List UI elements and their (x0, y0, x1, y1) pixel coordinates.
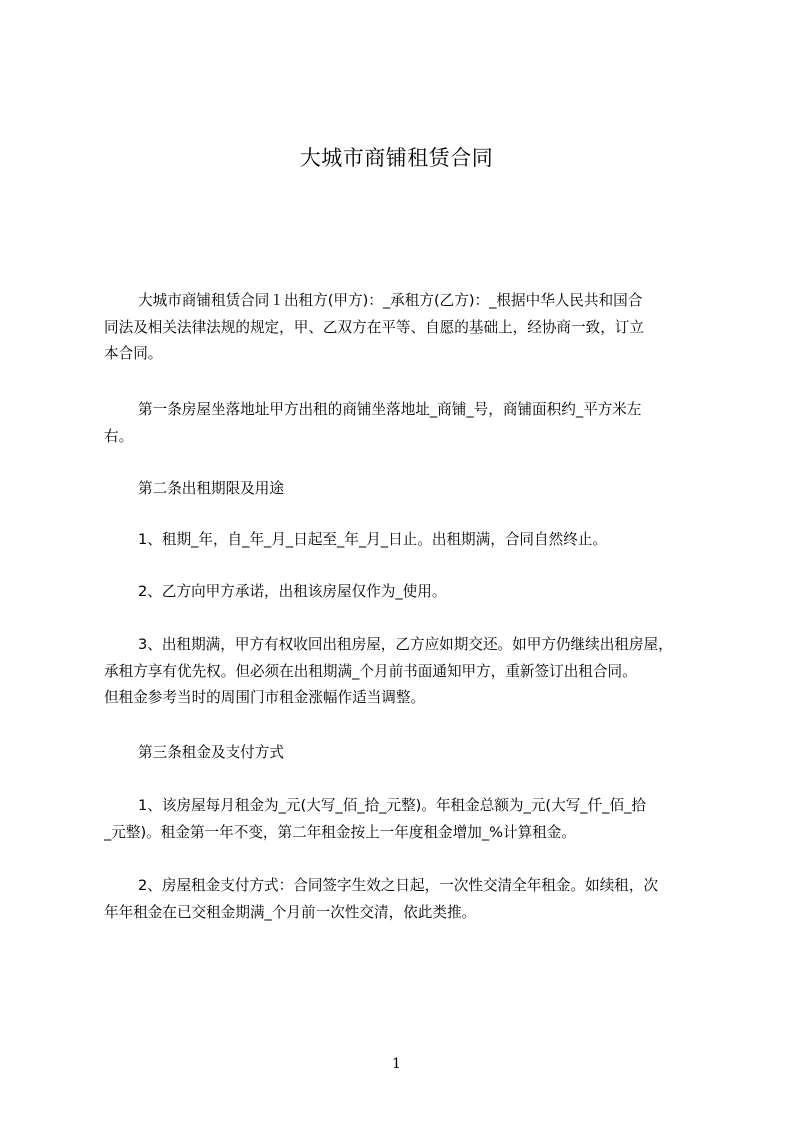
text-line: 2、乙方向甲方承诺，出租该房屋仅作为_使用。 (138, 583, 447, 600)
text-line: 1、租期_年，自_年_月_日起至_年_月_日止。出租期满，合同自然终止。 (138, 531, 607, 548)
text-line: 第一条房屋坐落地址甲方出租的商铺坐落地址_商铺_号，商铺面积约_平方米左 (138, 401, 642, 418)
text-line: 1、该房屋每月租金为_元(大写_佰_拾_元整)。年租金总额为_元(大写_仟_佰_拾 (138, 797, 646, 814)
text-line: 但租金参考当时的周围门市租金涨幅作适当调整。 (104, 689, 426, 706)
text-line: 第二条出租期限及用途 (138, 480, 284, 497)
section-heading-article-3 (104, 740, 702, 767)
paragraph-clause-2-2 (104, 579, 702, 606)
text-line: 3、出租期满，甲方有权收回出租房屋，乙方应如期交还。如甲方仍继续出租房屋， (138, 636, 673, 653)
text-line: 大城市商铺租赁合同１出租方(甲方)：_承租方(乙方)：_根据中华人民共和国合 (138, 292, 643, 309)
paragraph-clause-2-1 (104, 527, 702, 554)
paragraph-article-1 (104, 397, 702, 450)
text-line: 本合同。 (104, 345, 163, 362)
text-line: 年年租金在已交租金期满_个月前一次性交清，依此类推。 (104, 903, 477, 921)
paragraph-clause-2-3 (104, 632, 702, 712)
text-line: 右。 (104, 427, 134, 445)
text-line: 同法及相关法律法规的规定，甲、乙双方在平等、自愿的基础上，经协商一致，订立 (104, 318, 644, 336)
document-title: 大城市商铺租赁合同 (299, 146, 494, 170)
text-line: 第三条租金及支付方式 (138, 744, 284, 761)
text-line: _元整)。租金第一年不变，第二年租金按上一年度租金增加_%计算租金。 (104, 823, 576, 841)
section-heading-article-2 (104, 476, 702, 503)
paragraph-clause-3-2 (104, 873, 702, 926)
paragraph-clause-3-1 (104, 793, 702, 846)
paragraph-intro (104, 288, 702, 368)
text-line: 2、房屋租金支付方式：合同签字生效之日起，一次性交清全年租金。如续租，次 (138, 877, 659, 894)
page-number: 1 (392, 1056, 401, 1072)
text-line: 承租方享有优先权。但必须在出租期满_个月前书面通知甲方，重新签订出租合同。 (104, 662, 637, 680)
